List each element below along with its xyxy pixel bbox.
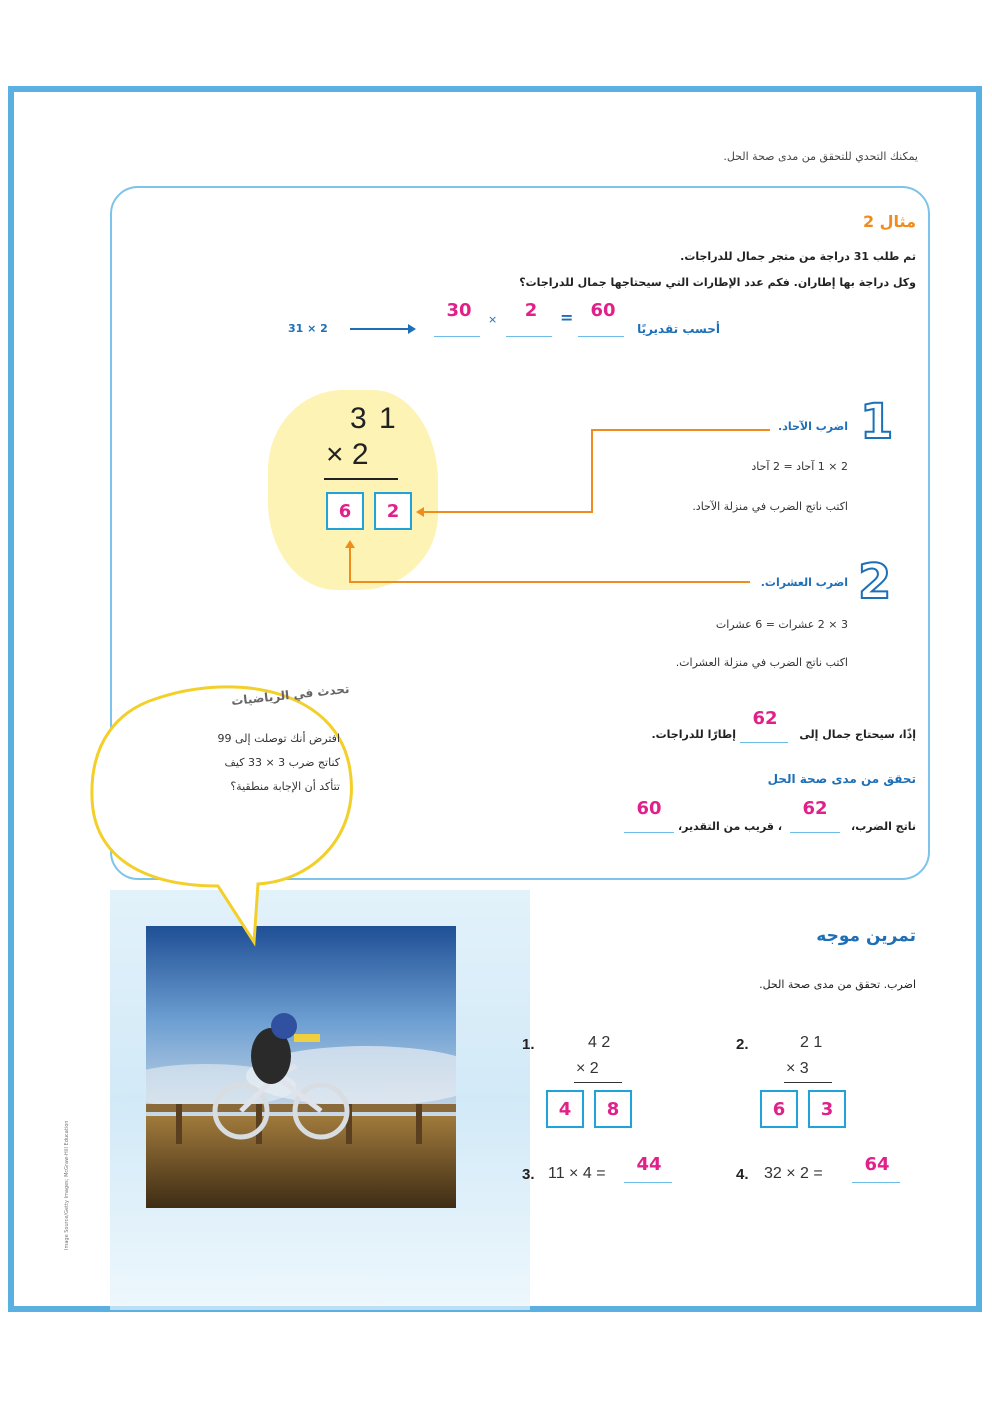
estimate-factor-a-line: [434, 336, 480, 337]
speech-bubble: [88, 680, 364, 950]
estimate-factor-b: 2: [524, 300, 538, 321]
estimate-result: 60: [590, 300, 616, 321]
step-1-note: اكتب ناتج الضرب في منزلة الآحاد.: [692, 500, 848, 513]
step-1-equation: 2 × 1 آحاد = 2 آحاد: [751, 460, 848, 473]
example-line-2: وكل دراجة بها إطاران. فكم عدد الإطارات التي سيحتاجها جمال للدراجات؟: [519, 276, 916, 289]
vertical-top-number: 3 1: [350, 402, 398, 435]
answer-prefix: إذًا، سيحتاج جمال إلى: [799, 728, 916, 741]
cyclist-illustration: [146, 926, 456, 1208]
bubble-text-line-1: افترض أنك توصلت إلى 99: [217, 732, 340, 745]
guided-practice-title: تمرين موجه: [816, 926, 916, 946]
problem-2-tens-box: 6: [760, 1090, 798, 1128]
problem-1-rule: [574, 1082, 622, 1083]
bubble-title: تحدث في الرياضيات: [230, 681, 351, 709]
estimate-result-line: [578, 336, 624, 337]
problem-2-rule: [784, 1082, 832, 1083]
tens-digit-box: 6: [326, 492, 364, 530]
problem-4-expression: 32 × 2 =: [764, 1165, 823, 1182]
bubble-text-line-2: كناتج ضرب 3 × 33 كيف: [224, 756, 340, 769]
photo-credit: Image Source/Getty Images; McGraw-Hill Education: [64, 1120, 70, 1250]
problem-2-bottom: × 3: [786, 1060, 809, 1077]
problem-4-answer-line: [852, 1182, 900, 1183]
estimate-label: أحسب تقديريًا: [637, 322, 720, 336]
vertical-bottom-number: × 2: [326, 438, 369, 471]
problem-2-number: 2.: [736, 1036, 749, 1053]
check-estimate: 60: [636, 798, 662, 819]
problem-3-number: 3.: [522, 1166, 535, 1183]
answer-value: 62: [752, 708, 778, 729]
bubble-text-line-3: تتأكد أن الإجابة منطقية؟: [230, 780, 340, 793]
check-product: 62: [802, 798, 828, 819]
problem-1-tens-box: 4: [546, 1090, 584, 1128]
step-2-note: اكتب ناتج الضرب في منزلة العشرات.: [675, 656, 848, 669]
step-2-number: 2: [858, 554, 892, 610]
example-title: مثال 2: [862, 212, 916, 231]
problem-4-number: 4.: [736, 1166, 749, 1183]
problem-4-answer: 64: [864, 1154, 890, 1175]
problem-1-ones-box: 8: [594, 1090, 632, 1128]
problem-3-answer-line: [624, 1182, 672, 1183]
estimate-equals: =: [560, 308, 574, 327]
guided-instruction: اضرب. تحقق من مدى صحة الحل.: [759, 978, 916, 991]
problem-3-expression: 11 × 4 =: [548, 1165, 606, 1182]
step-1-title: اضرب الآحاد.: [778, 420, 848, 433]
step-2-title: اضرب العشرات.: [760, 576, 848, 589]
problem-1-number: 1.: [522, 1036, 535, 1053]
estimate-expression: 31 × 2: [288, 322, 328, 335]
estimate-arrow: [348, 322, 418, 336]
answer-suffix: إطارًا للدراجات.: [651, 728, 736, 741]
problem-1-bottom: × 2: [576, 1060, 599, 1077]
step-2-equation: 3 × 2 عشرات = 6 عشرات: [715, 618, 848, 631]
check-estimate-line: [624, 832, 674, 833]
check-middle: ، قريب من التقدير،: [677, 820, 782, 833]
step-1-number: 1: [860, 394, 894, 450]
problem-1-top: 4 2: [588, 1034, 611, 1051]
cyclist-photo: [146, 926, 456, 1208]
intro-text: يمكنك التحدي للتحقق من مدى صحة الحل.: [723, 150, 918, 163]
estimate-factor-b-line: [506, 336, 552, 337]
problem-2-top: 2 1: [800, 1034, 823, 1051]
estimate-factor-a: 30: [446, 300, 472, 321]
check-title: تحقق من مدى صحة الحل: [767, 772, 916, 786]
problem-2-ones-box: 3: [808, 1090, 846, 1128]
example-line-1: تم طلب 31 دراجة من متجر جمال للدراجات.: [680, 250, 916, 263]
estimate-times: ×: [488, 313, 498, 326]
problem-3-answer: 44: [636, 1154, 662, 1175]
ones-digit-box: 2: [374, 492, 412, 530]
answer-value-line: [740, 742, 788, 743]
check-product-line: [790, 832, 840, 833]
check-prefix: ناتج الضرب،: [851, 820, 916, 833]
